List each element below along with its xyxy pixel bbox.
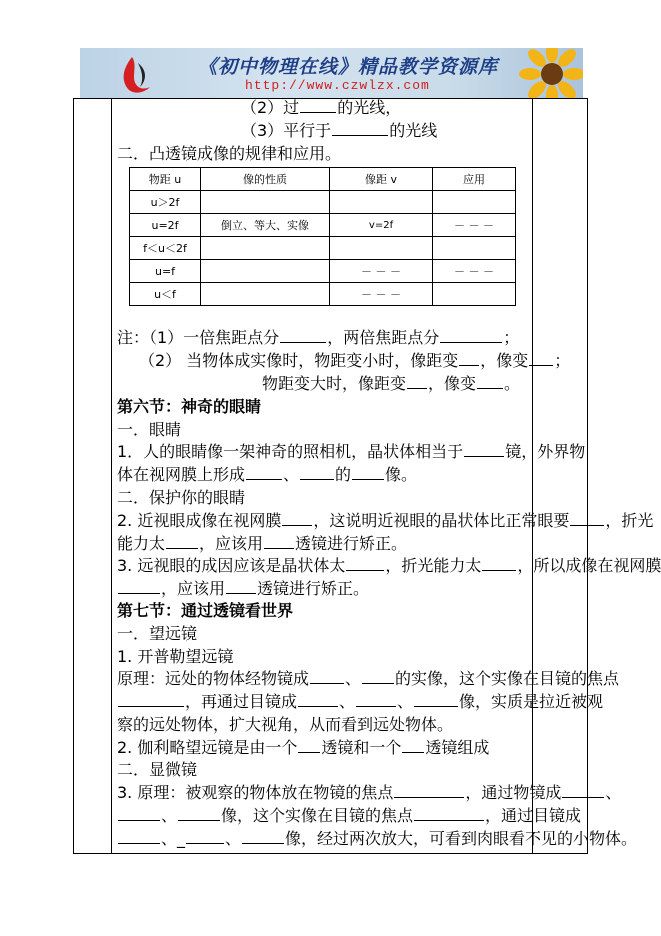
s6-sub-eye: 一．眼睛	[117, 420, 182, 439]
table-row	[130, 214, 516, 237]
note-2: （2） 当物体成实像时，物距变小时，像距变 ，像变 ；	[139, 351, 571, 370]
table-row	[130, 237, 516, 260]
s6-q2-line2: 能力太 ，应该用 透镜进行矫正。	[117, 534, 408, 553]
banner-title: 《初中物理在线》精品教学资源库	[198, 56, 499, 78]
table-cell: － － －	[433, 214, 516, 237]
left-divider	[111, 99, 112, 853]
section-convex-lens-rules: 二．凸透镜成像的规律和应用。	[117, 144, 342, 163]
table-cell: － － －	[330, 260, 433, 283]
s7-principle-line3: 察的远处物体，扩大视角，从而看到远处物体。	[117, 715, 454, 734]
table-row	[130, 283, 516, 306]
s6-q2-line1: 2. 近视眼成像在视网膜 ，这说明近视眼的晶状体比正常眼要 ，折光	[117, 511, 654, 530]
s7-micro-line3: 、_ 、 像，经过两次放大，可看到肉眼看不见的小物体。	[117, 831, 637, 847]
sunflower-icon	[510, 48, 583, 98]
table-cell: v=2f	[330, 214, 433, 237]
s7-kepler: 1. 开普勒望远镜	[117, 647, 234, 666]
logo-icon	[114, 53, 154, 95]
table-cell: u=2f	[130, 214, 201, 237]
s7-sub-telescope: 一．望远镜	[117, 624, 198, 643]
s7-micro-line1: 3. 原理：被观察的物体放在物镜的焦点 ，通过物镜成 、	[117, 783, 622, 802]
note-3: 物距变大时，像距变 ，像变 。	[262, 374, 521, 393]
note-1: 注：（1）一倍焦距点分 ，两倍焦距点分 ；	[117, 328, 520, 347]
s6-sub-protect: 二．保护你的眼睛	[117, 488, 246, 507]
table-cell: u=f	[130, 260, 201, 283]
table-cell	[330, 237, 433, 260]
s7-principle-line2: ，再通过目镜成 、 、 像，实质是拉近被观	[117, 694, 603, 710]
table-header: 像距 v	[330, 168, 433, 191]
s7-galileo: 2. 伽利略望远镜是由一个 透镜和一个 透镜组成	[117, 738, 490, 757]
table-cell: u＜f	[130, 283, 201, 306]
table-row	[130, 260, 516, 283]
s6-q1-line1: 1．人的眼睛像一架神奇的照相机，晶状体相当于 镜，外界物	[117, 442, 586, 461]
table-cell	[433, 283, 516, 306]
s7-sub-microscope: 二．显微镜	[117, 760, 198, 779]
table-cell	[201, 283, 330, 306]
table-cell	[201, 260, 330, 283]
table-header: 像的性质	[201, 168, 330, 191]
table-cell: － － －	[433, 260, 516, 283]
section-7-title: 第七节：通过透镜看世界	[117, 601, 294, 620]
table-cell	[201, 191, 330, 214]
s6-q1-line2: 体在视网膜上形成 、 的 像。	[117, 465, 418, 484]
banner-url[interactable]: http://www.czwlzx.com	[245, 78, 430, 93]
table-cell	[201, 237, 330, 260]
table-header-row	[130, 168, 516, 191]
table-cell	[433, 191, 516, 214]
table-header: 物距 u	[130, 168, 201, 191]
header-banner	[80, 48, 583, 98]
table-cell: 倒立、等大、实像	[201, 214, 330, 237]
table-cell: f＜u＜2f	[130, 237, 201, 260]
line-pass-point: （2）过 的光线，	[241, 98, 402, 117]
s6-q3-line1: 3. 远视眼的成因应该是晶状体太 ，折光能力太 ，所以成像在视网膜	[117, 556, 661, 575]
table-row	[130, 191, 516, 214]
table-header: 应用	[433, 168, 516, 191]
table-cell	[433, 237, 516, 260]
lens-imaging-table	[129, 167, 516, 306]
table-cell	[330, 191, 433, 214]
table-cell: u＞2f	[130, 191, 201, 214]
s7-micro-line2: 、 像，这个实像在目镜的焦点 ，通过目镜成	[117, 808, 581, 824]
s7-principle-line1: 原理：远处的物体经物镜成 、 的实像，这个实像在目镜的焦点	[117, 669, 620, 688]
right-divider	[532, 99, 533, 853]
section-6-title: 第六节：神奇的眼睛	[117, 397, 262, 416]
line-parallel: （3）平行于 的光线	[241, 121, 438, 140]
s6-q3-line2: ，应该用 透镜进行矫正。	[117, 581, 369, 597]
table-cell: － － －	[330, 283, 433, 306]
